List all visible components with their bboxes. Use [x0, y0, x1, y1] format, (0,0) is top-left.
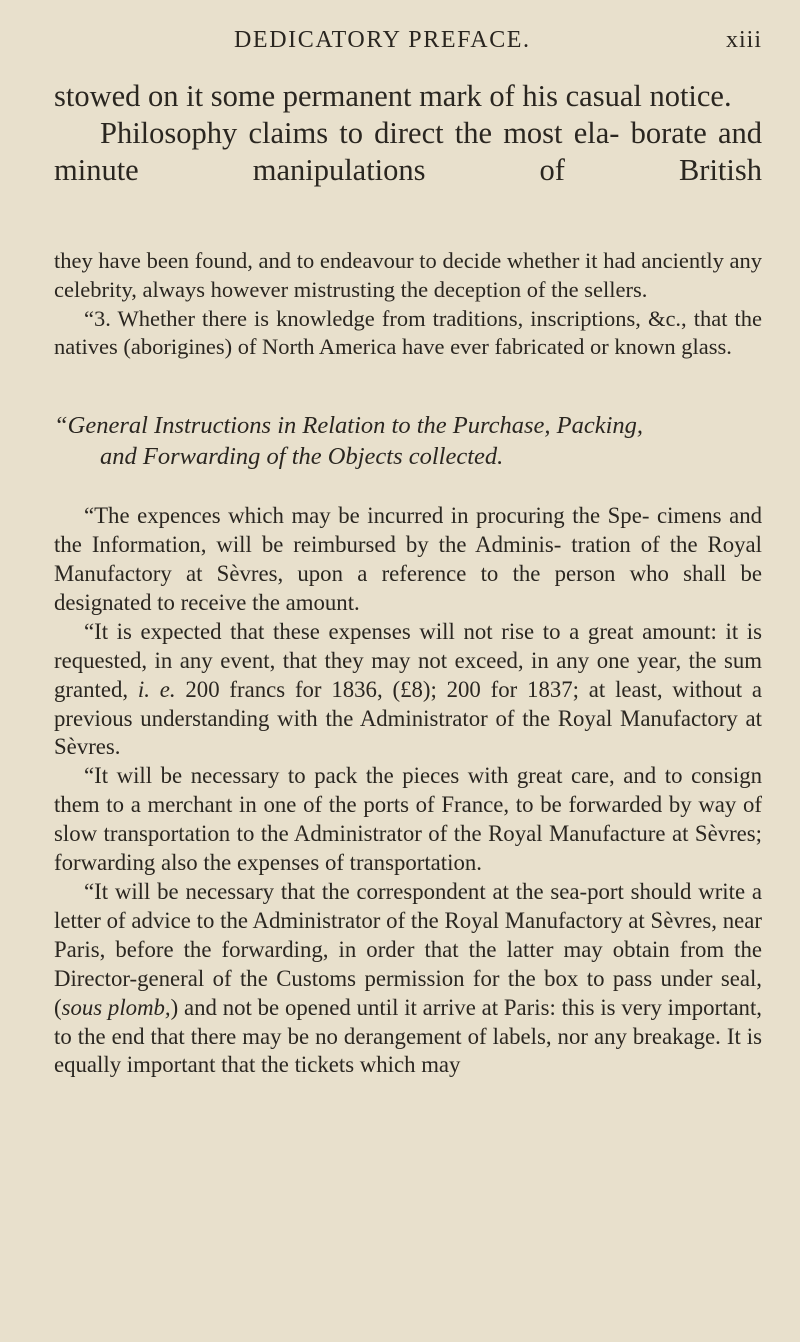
page-number: xiii	[725, 27, 762, 53]
body-paragraph-expences: “The expences which may be incurred in procuring the Spe- cimens and the Information, will be reimbursed by the Adminis- tration of the Royal Manufactory at Sèvres, upon a reference to the person who shall be designated to receive the amount.	[54, 503, 762, 615]
ie-abbreviation: i. e.	[137, 676, 176, 702]
body-paragraph-packing: “It will be necessary to pack the pieces with great care, and to consign them to a merchant in one of the ports of France, to be forwarded by way of slow transportation to the Administrator of the Royal Manufacture at Sèvres; forwarding also the expenses of transportation.	[54, 763, 762, 876]
running-head	[54, 0, 762, 78]
large-type-passage	[54, 78, 762, 189]
instructions-body	[54, 502, 762, 1080]
body-paragraph-amount	[54, 618, 762, 763]
sous-plomb-phrase: sous plomb,	[61, 994, 171, 1020]
paragraph-philosophy: Philosophy claims to direct the most ela- borate and minute manipulations of British	[54, 116, 762, 187]
section-heading-line-1: “General Instructions in Relation to the Purchase, Packing,	[54, 412, 644, 440]
body-paragraph-correspondent	[54, 878, 762, 1080]
body-paragraph-amount-a: “It is expected that these expenses will not rise to a great amount: it is requested, in any event, that they may not exceed, in any one year, the sum granted,	[54, 618, 762, 702]
section-heading-line-2: and Forwarding of the Objects collected.	[100, 443, 504, 471]
running-head-title: DEDICATORY PREFACE.	[234, 27, 531, 53]
body-paragraph-correspondent-b: ) and not be opened until it arrive at Paris: this is very important, to the end that there may be no derangement of labels, nor any breakage. It is equally important that the tickets which may	[54, 994, 762, 1078]
paragraph-continued: stowed on it some permanent mark of his casual notice.	[54, 79, 732, 113]
body-paragraph-amount-b: 200 francs for 1836, (£8); 200 for 1837; at least, without a previous understanding with the Administrator of the Royal Manufactory at Sèvres.	[54, 676, 762, 760]
section-heading	[54, 410, 762, 472]
quoted-paragraph-1: they have been found, and to endeavour to decide whether it had anciently any celebrity, always however mistrusting the deception of the sellers.	[54, 248, 762, 302]
quoted-paragraph-2: “3. Whether there is knowledge from traditions, inscriptions, &c., that the natives (aborigines) of North America have ever fabricated or known glass.	[54, 305, 762, 360]
quoted-passage	[54, 247, 762, 362]
body-paragraph-correspondent-a: “It will be necessary that the correspondent at the sea-port should write a letter of advice to the Administrator of the Royal Manufactory at Sèvres, near Paris, before the forwarding, in order that the latter may obtain from the Director-general of the Customs permission for the box to pass under seal, (	[54, 878, 762, 1020]
